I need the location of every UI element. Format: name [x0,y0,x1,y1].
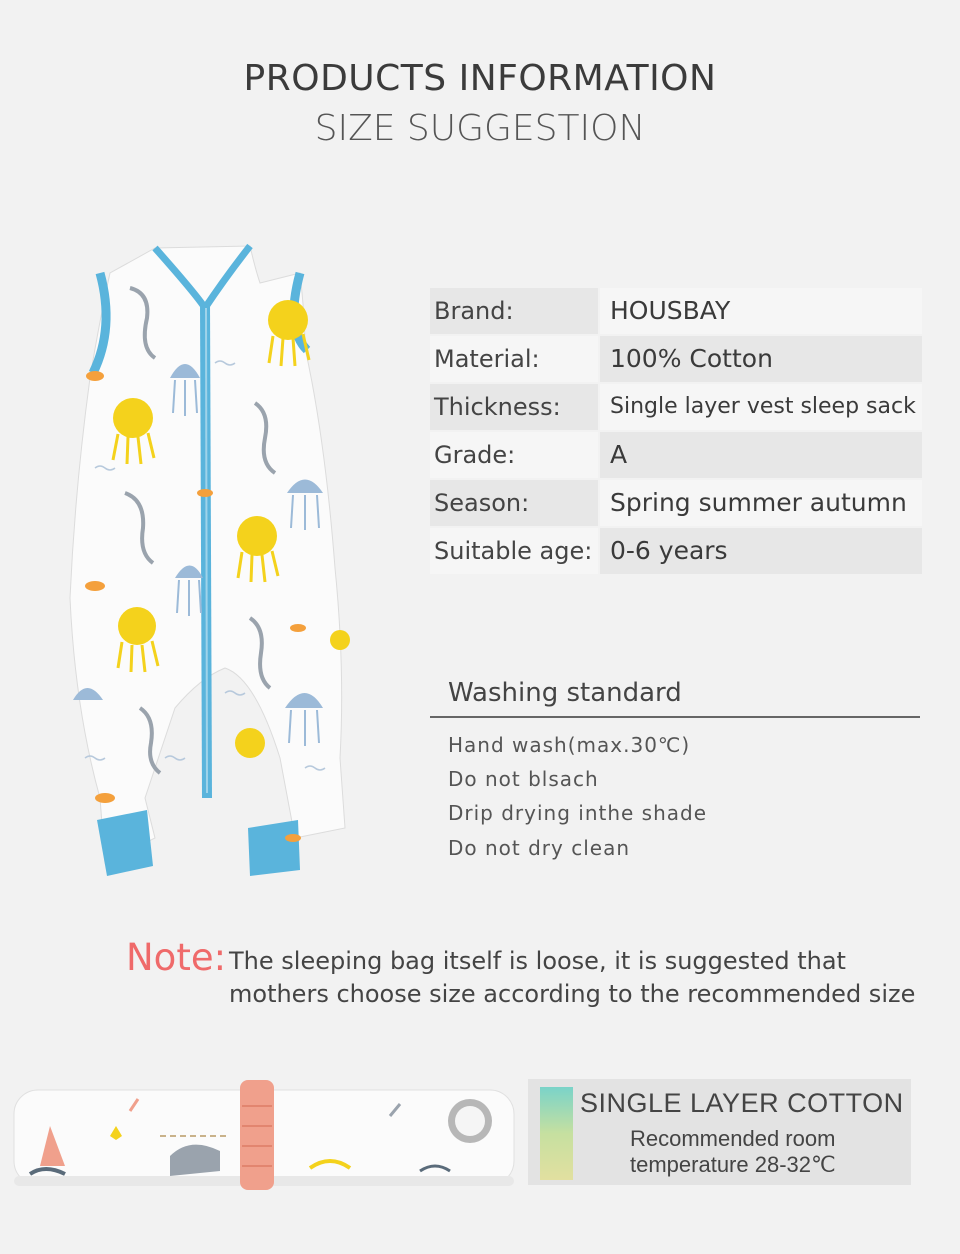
spec-key: Grade: [430,432,598,478]
cotton-line-1: Recommended room [630,1126,836,1151]
spec-row-brand [430,288,922,336]
spec-row-thickness [430,384,922,432]
washing-item: Do not dry clean [448,836,631,860]
spec-value: 100% Cotton [600,336,922,382]
sleep-sack-illustration-icon [55,238,355,883]
spec-table [430,288,922,576]
note-label: Note: [126,936,227,979]
cotton-line-2: temperature 28-32℃ [630,1152,836,1177]
rolled-sleep-sack-illustration-icon [10,1076,520,1194]
note-line-1: The sleeping bag itself is loose, it is suggested that [229,947,846,975]
page-title: PRODUCTS INFORMATION [243,58,717,99]
washing-title: Washing standard [448,678,682,708]
note-line-2: mothers choose size according to the recommended size [229,980,916,1008]
spec-key: Suitable age: [430,528,598,574]
spec-key: Thickness: [430,384,598,430]
spec-row-grade [430,432,922,480]
spec-value: A [600,432,922,478]
washing-divider [430,716,920,718]
washing-item: Hand wash(max.30℃) [448,733,691,757]
washing-item: Drip drying inthe shade [448,801,708,825]
spec-key: Brand: [430,288,598,334]
spec-row-season [430,480,922,528]
washing-item: Do not blsach [448,767,599,791]
spec-value: 0-6 years [600,528,922,574]
page-subtitle: SIZE SUGGESTION [314,108,646,149]
cotton-title: SINGLE LAYER COTTON [580,1088,904,1118]
spec-value: Single layer vest sleep sack [600,384,922,430]
spec-key: Material: [430,336,598,382]
spec-key: Season: [430,480,598,526]
spec-row-age [430,528,922,576]
spec-value: HOUSBAY [600,288,922,334]
spec-row-material [430,336,922,384]
spec-value: Spring summer autumn [600,480,922,526]
temperature-gradient-bar [540,1087,573,1180]
